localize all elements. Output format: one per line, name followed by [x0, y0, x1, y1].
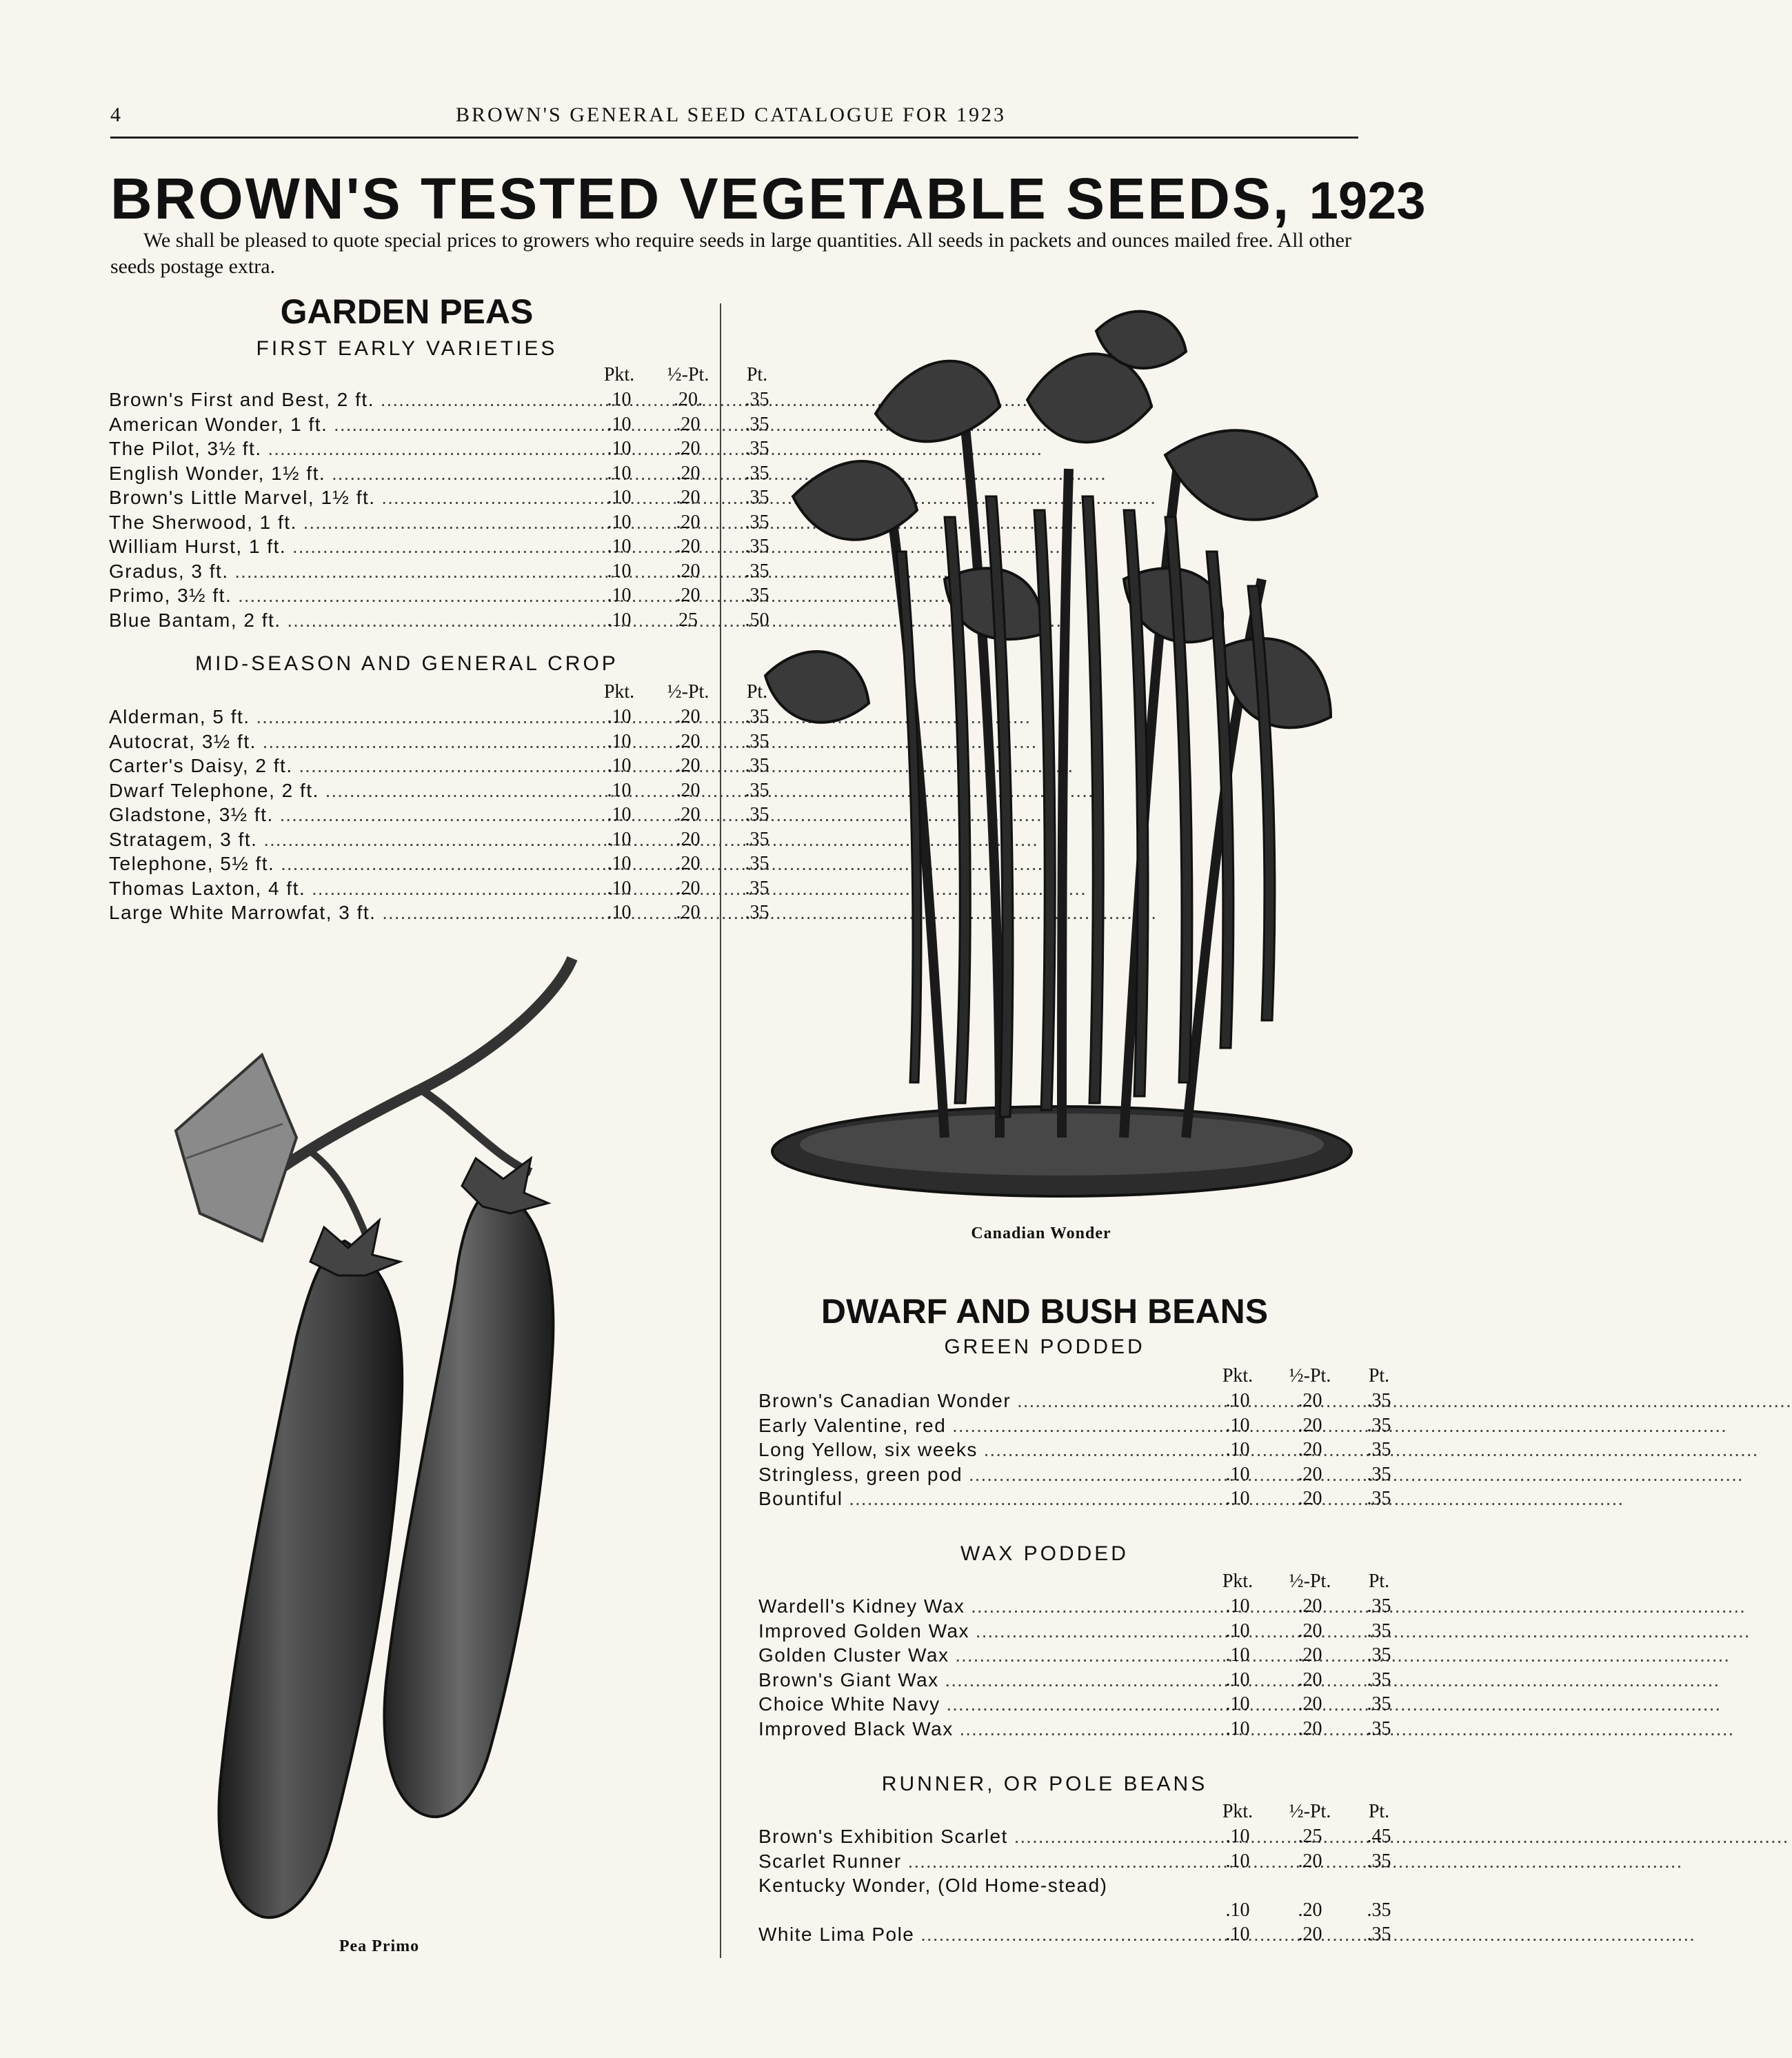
variety-name: Brown's First and Best, 2 ft. .....	[109, 387, 509, 412]
pkt-price: .10	[607, 853, 632, 874]
pint-header: Pt.	[1368, 1365, 1390, 1386]
variety-name: Autocrat, 3½ ft. .....	[109, 729, 509, 754]
half-pint-price: .20	[676, 438, 701, 459]
variety-name: Choice White Navy .....	[758, 1692, 1155, 1717]
pkt-price: .10	[607, 755, 632, 776]
header-rule	[110, 137, 1358, 139]
runner-pole-heading: RUNNER, OR POLE BEANS	[881, 1773, 1208, 1795]
variety-name: Long Yellow, six weeks .....	[758, 1437, 1155, 1462]
price-row	[109, 851, 769, 876]
variety-name: The Pilot, 3½ ft. .....	[109, 436, 509, 461]
price-row	[758, 1389, 1391, 1413]
pint-header: Pt.	[1368, 1801, 1390, 1822]
pkt-price: .10	[1225, 1826, 1250, 1847]
half-pint-price: .20	[676, 779, 701, 801]
variety-name: Stratagem, 3 ft. .....	[109, 827, 509, 852]
variety-name: William Hurst, 1 ft. .....	[109, 534, 509, 559]
page-title	[110, 165, 1426, 232]
half-pint-price: .20.	[674, 389, 703, 410]
pint-price: .35	[745, 706, 769, 727]
first-early-heading: FIRST EARLY VARIETIES	[256, 337, 558, 360]
pkt-header: Pkt.	[1222, 1801, 1254, 1822]
pea-primo-illustration	[172, 951, 669, 1930]
price-row	[109, 387, 769, 412]
pkt-price: .10	[607, 413, 632, 435]
first-early-price-table	[109, 364, 769, 632]
half-pint-price: .20	[676, 706, 701, 727]
price-row	[109, 754, 769, 778]
half-pint-price: .20	[1298, 1899, 1322, 1921]
page-number: 4	[110, 103, 121, 126]
variety-name: Gradus, 3 ft. .....	[109, 559, 509, 584]
variety-name: Blue Bantam, 2 ft. .....	[109, 608, 509, 633]
pkt-price: .10	[1225, 1463, 1250, 1485]
half-pint-price: .20	[1298, 1644, 1322, 1666]
running-header	[110, 103, 1351, 131]
pkt-price: .10	[607, 511, 632, 533]
pint-price: .35	[1367, 1463, 1391, 1485]
green-podded-price-table	[758, 1365, 1391, 1511]
price-row	[758, 1462, 1391, 1487]
canadian-wonder-illustration	[738, 290, 1358, 1207]
half-pint-price: .20	[676, 755, 701, 776]
price-row	[109, 534, 769, 559]
dwarf-bush-beans-title: DWARF AND BUSH BEANS	[821, 1292, 1269, 1331]
pkt-price: .10	[607, 828, 632, 850]
half-pint-header: ½-Pt.	[1289, 1571, 1331, 1592]
garden-peas-title: GARDEN PEAS	[280, 292, 534, 331]
pint-price: .35	[745, 585, 769, 606]
half-pint-price: .20	[1298, 1620, 1322, 1642]
half-pint-price: .20	[1298, 1717, 1322, 1739]
pint-price: .35	[745, 828, 769, 850]
runner-pole-price-table	[758, 1801, 1391, 1947]
variety-name: Carter's Daisy, 2 ft. .....	[109, 754, 509, 778]
green-podded-heading: GREEN PODDED	[944, 1335, 1145, 1358]
half-pint-price: .20	[1298, 1850, 1322, 1872]
pkt-price: .10	[1225, 1390, 1250, 1411]
price-row	[758, 1619, 1391, 1644]
pint-price: .35	[1367, 1488, 1391, 1509]
pkt-price: .10	[607, 462, 632, 484]
variety-name: Stringless, green pod .....	[758, 1462, 1155, 1487]
pint-price: .35	[745, 730, 769, 752]
pint-price: .35	[745, 877, 769, 899]
price-row	[109, 729, 769, 754]
pkt-price: .10	[607, 706, 632, 727]
pint-price: .35	[1367, 1414, 1391, 1436]
variety-name: English Wonder, 1½ ft. .....	[109, 461, 509, 486]
half-pint-price: .20	[676, 585, 701, 606]
half-pint-price: .20	[1298, 1488, 1322, 1509]
pkt-price: .10	[1225, 1414, 1250, 1436]
pea-leaf	[176, 1055, 296, 1241]
variety-name: Kentucky Wonder, (Old Home-stead)	[758, 1875, 1108, 1896]
page-title-year: 1923	[1309, 172, 1426, 230]
price-row	[109, 705, 769, 729]
half-pint-header: ½-Pt.	[1289, 1365, 1331, 1386]
price-row	[758, 1413, 1391, 1438]
variety-name: Brown's Canadian Wonder .....	[758, 1389, 1155, 1413]
catalogue-title: BROWN'S GENERAL SEED CATALOGUE FOR 1923	[455, 103, 1007, 126]
price-row	[758, 1849, 1391, 1874]
pkt-price: .10	[1225, 1850, 1250, 1872]
price-row	[109, 510, 769, 535]
half-pint-price: .20	[676, 462, 701, 484]
pkt-price: .10	[607, 730, 632, 752]
half-pint-price: .20	[1298, 1693, 1322, 1715]
pea-primo-caption: Pea Primo	[339, 1937, 420, 1955]
half-pint-header: ½-Pt.	[667, 364, 709, 385]
price-column-headers	[109, 681, 768, 705]
price-row	[109, 608, 769, 633]
pint-price: .35	[1367, 1644, 1391, 1666]
pkt-header: Pkt.	[603, 364, 635, 385]
variety-name: Large White Marrowfat, 3 ft. .....	[109, 900, 509, 925]
pint-price: .35	[1367, 1595, 1391, 1617]
half-pint-price: .20	[676, 877, 701, 899]
pkt-price: .10	[1225, 1717, 1250, 1739]
price-row	[758, 1824, 1391, 1849]
pkt-price: .10	[607, 779, 632, 801]
variety-name: Brown's Exhibition Scarlet .....	[758, 1824, 1155, 1849]
half-pint-price: .20	[676, 804, 701, 825]
price-row	[758, 1922, 1391, 1947]
wax-podded-price-table	[758, 1571, 1391, 1741]
wax-podded-heading: WAX PODDED	[960, 1542, 1129, 1565]
pkt-price: .10	[607, 560, 632, 582]
pkt-header: Pkt.	[1222, 1571, 1254, 1592]
price-row	[758, 1486, 1391, 1511]
pkt-price: .10	[607, 438, 632, 459]
half-pint-price: .20	[676, 560, 701, 582]
pkt-price: .10	[1225, 1595, 1250, 1617]
half-pint-price: 25	[678, 609, 698, 631]
price-row	[109, 827, 769, 852]
price-row	[109, 876, 769, 901]
pint-price: .35	[745, 438, 769, 459]
price-column-headers	[758, 1571, 1390, 1594]
pkt-price: .10	[607, 536, 632, 557]
pkt-price: .10	[607, 902, 632, 923]
price-row	[758, 1692, 1391, 1717]
intro-paragraph: We shall be pleased to quote special prices to growers who require seeds in large quantities. All seeds in packets and ounces mailed free. All other seeds postage extra.	[110, 229, 1351, 278]
variety-name: Wardell's Kidney Wax .....	[758, 1594, 1155, 1619]
half-pint-price: .20	[1298, 1390, 1322, 1411]
pkt-price: .10	[1225, 1668, 1250, 1691]
pkt-price: .10	[607, 877, 632, 899]
half-pint-price: .20	[676, 511, 701, 533]
canadian-wonder-caption: Canadian Wonder	[971, 1224, 1111, 1242]
variety-name: Golden Cluster Wax .....	[758, 1643, 1155, 1668]
half-pint-price: .20	[676, 902, 701, 923]
pint-price: .35	[1367, 1390, 1391, 1411]
pint-price: .35	[745, 536, 769, 557]
price-row	[109, 778, 769, 803]
variety-name: The Sherwood, 1 ft. .....	[109, 510, 509, 535]
pint-header: Pt.	[746, 681, 768, 703]
pkt-price: .10	[607, 804, 632, 825]
pint-price: .50	[745, 609, 769, 631]
variety-name: Primo, 3½ ft. .....	[109, 583, 509, 608]
pkt-price: .10	[607, 585, 632, 606]
half-pint-price: .20	[676, 413, 701, 435]
half-pint-price: .20	[676, 853, 701, 874]
pint-price: .35	[1367, 1668, 1391, 1691]
pint-price: .35	[1367, 1924, 1391, 1945]
variety-name: Alderman, 5 ft. .....	[109, 705, 509, 729]
price-row	[109, 461, 769, 486]
variety-name: White Lima Pole .....	[758, 1922, 1155, 1947]
pkt-price: .10	[1225, 1439, 1250, 1460]
pkt-header: Pkt.	[1222, 1365, 1254, 1386]
price-row	[109, 803, 769, 827]
half-pint-price: .20	[1298, 1595, 1322, 1617]
pint-header: Pt.	[1368, 1571, 1390, 1592]
price-row	[758, 1668, 1391, 1693]
variety-name: Brown's Little Marvel, 1½ ft. .....	[109, 485, 509, 510]
price-row	[109, 436, 769, 461]
variety-name: Bountiful .....	[758, 1486, 1155, 1511]
price-column-headers	[109, 364, 768, 387]
price-row	[758, 1643, 1391, 1668]
half-pint-price: .20	[1298, 1414, 1322, 1436]
pint-price: .35	[1367, 1439, 1391, 1460]
price-row	[758, 1437, 1391, 1462]
pint-price: .35	[745, 511, 769, 533]
pint-price: .35	[745, 755, 769, 776]
variety-name: Gladstone, 3½ ft. .....	[109, 803, 509, 827]
half-pint-price: .20	[1298, 1924, 1322, 1945]
variety-name: Improved Black Wax .....	[758, 1717, 1155, 1742]
pkt-price: .10	[1225, 1924, 1250, 1945]
pint-header: Pt.	[746, 364, 768, 385]
pint-price: .35	[745, 487, 769, 508]
variety-name: Improved Golden Wax .....	[758, 1619, 1155, 1644]
pint-price: .35	[1367, 1717, 1391, 1739]
pkt-price: .10	[607, 609, 632, 631]
pint-price: .45	[1367, 1826, 1391, 1847]
pkt-price: .10	[607, 389, 632, 410]
half-pint-header: ½-Pt.	[667, 681, 709, 703]
variety-name: American Wonder, 1 ft. .....	[109, 412, 509, 437]
pint-price: .35	[745, 389, 769, 410]
price-column-headers	[758, 1365, 1390, 1389]
pint-price: .35	[1367, 1693, 1391, 1715]
pkt-price: .10	[1225, 1620, 1250, 1642]
price-row	[109, 583, 769, 608]
pint-price: .35	[745, 560, 769, 582]
pint-price: .35	[745, 804, 769, 825]
variety-name: Brown's Giant Wax .....	[758, 1668, 1155, 1693]
variety-name: Scarlet Runner .....	[758, 1849, 1155, 1874]
pkt-price: .10	[1225, 1899, 1250, 1921]
mid-season-price-table	[109, 681, 769, 925]
half-pint-price: .20	[676, 730, 701, 752]
pea-pod-left	[219, 1241, 403, 1917]
pkt-price: .10	[1225, 1644, 1250, 1666]
pea-stem	[248, 958, 572, 1193]
half-pint-price: .20	[1298, 1439, 1322, 1460]
pint-price: .35	[1367, 1620, 1391, 1642]
half-pint-price: .20	[676, 536, 701, 557]
pea-pod-right	[384, 1186, 553, 1817]
pint-price: .35	[745, 413, 769, 435]
pint-price: .35	[745, 462, 769, 484]
pkt-header: Pkt.	[603, 681, 635, 703]
pint-price: .35	[745, 902, 769, 923]
half-pint-price: .20	[1298, 1463, 1322, 1485]
half-pint-price: .20	[1298, 1668, 1322, 1691]
price-row	[758, 1594, 1391, 1619]
half-pint-price: .25	[1298, 1826, 1322, 1847]
variety-name: Telephone, 5½ ft. .....	[109, 851, 509, 876]
pint-price: .35	[745, 779, 769, 801]
price-row	[758, 1873, 1391, 1922]
pkt-price: .10	[1225, 1693, 1250, 1715]
page-title-text: BROWN'S TESTED VEGETABLE SEEDS,	[110, 166, 1291, 231]
mid-season-heading: MID-SEASON AND GENERAL CROP	[195, 652, 618, 675]
half-pint-price: .20	[676, 487, 701, 508]
price-row	[109, 900, 769, 925]
price-row	[109, 412, 769, 437]
variety-name: Early Valentine, red .....	[758, 1413, 1155, 1438]
variety-name: Dwarf Telephone, 2 ft. .....	[109, 778, 509, 803]
half-pint-header: ½-Pt.	[1289, 1801, 1331, 1822]
price-column-headers	[758, 1801, 1390, 1824]
price-row	[758, 1717, 1391, 1742]
pkt-price: .10	[607, 487, 632, 508]
pint-price: .35	[1367, 1899, 1391, 1921]
variety-name: Thomas Laxton, 4 ft. .....	[109, 876, 509, 901]
pint-price: .35	[1367, 1850, 1391, 1872]
half-pint-price: .20	[676, 828, 701, 850]
pkt-price: .10	[1225, 1488, 1250, 1509]
pint-price: .35	[745, 853, 769, 874]
price-row	[109, 559, 769, 584]
price-row	[109, 485, 769, 510]
